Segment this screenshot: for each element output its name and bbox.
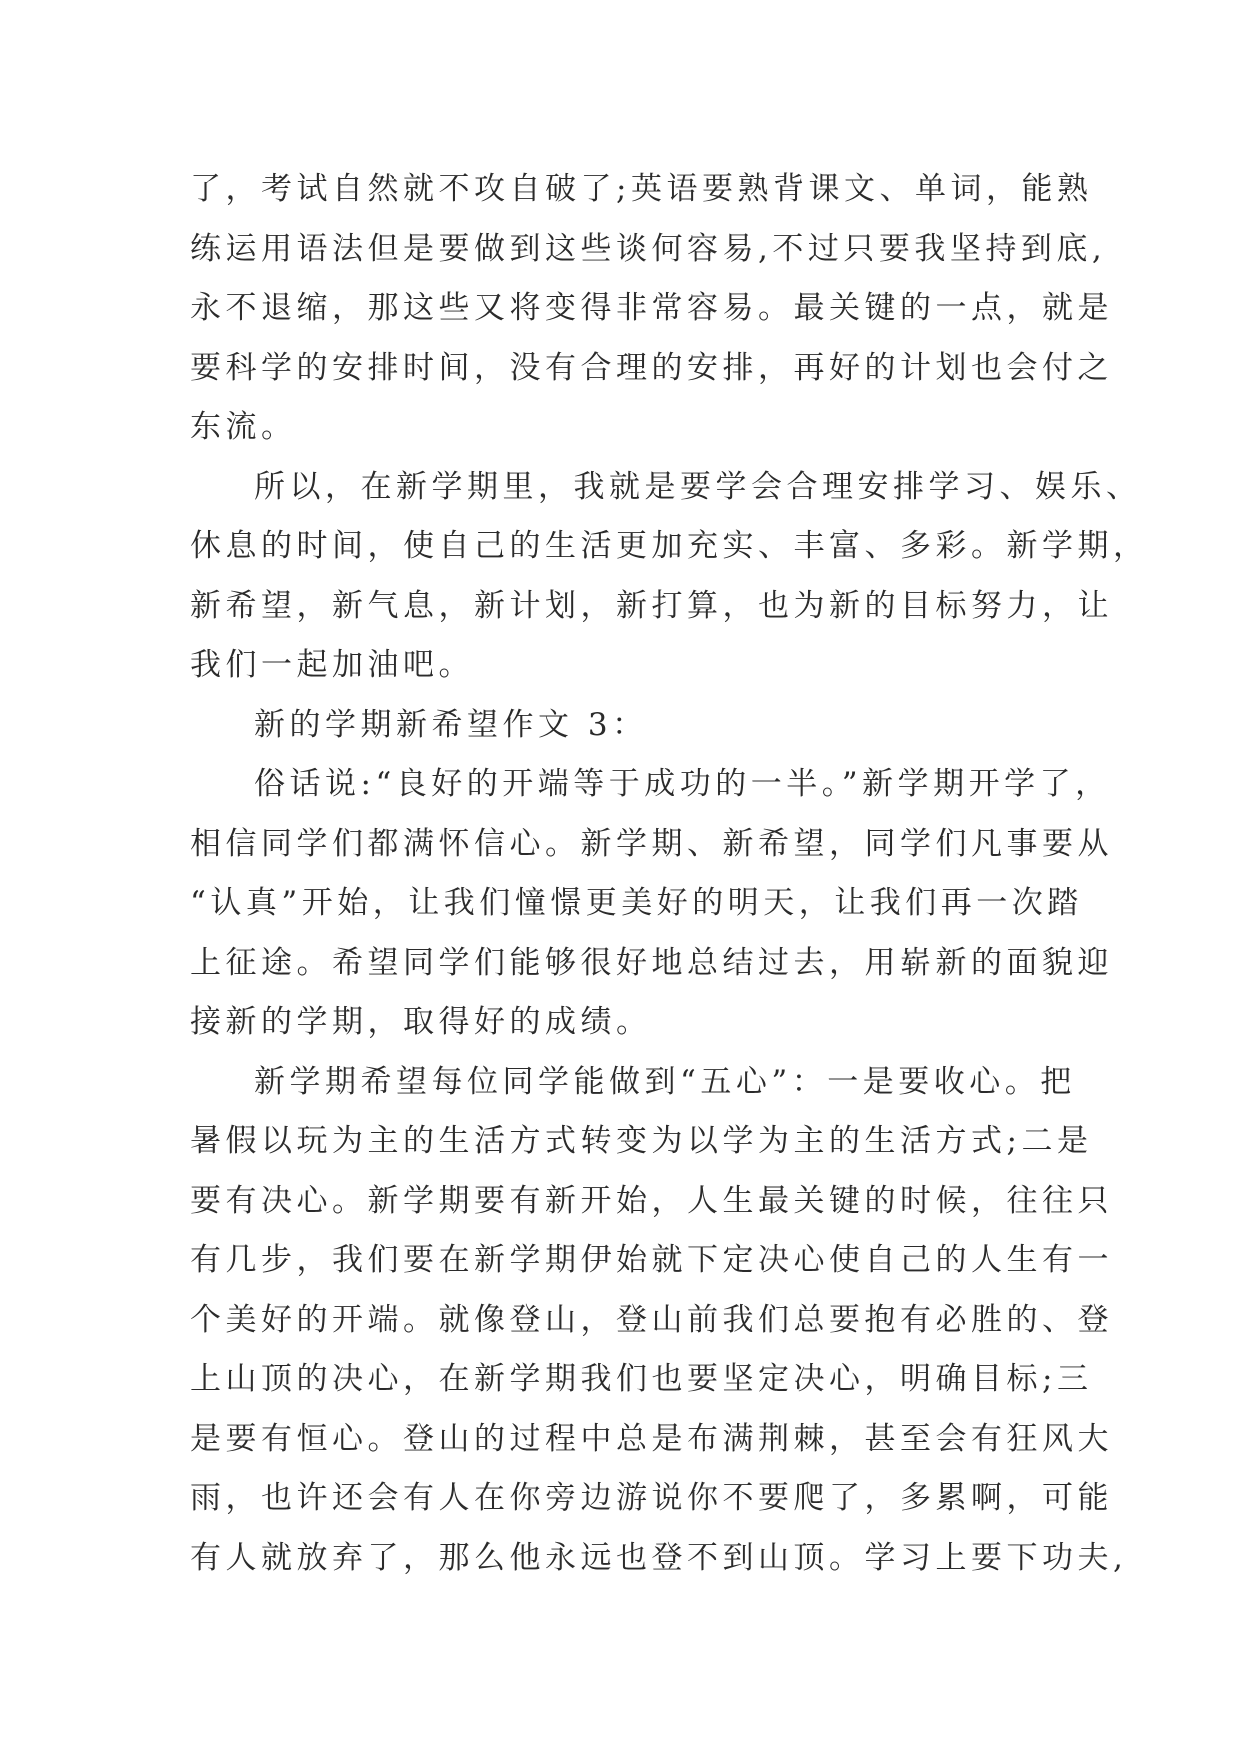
text-line: 暑假以玩为主的生活方式转变为以学为主的生活方式;二是 xyxy=(190,1123,1093,1159)
text-line: 接新的学期，取得好的成绩。 xyxy=(190,1004,652,1040)
text-line: 永不退缩，那这些又将变得非常容易。最关键的一点，就是 xyxy=(190,290,1113,326)
text-line: 是要有恒心。登山的过程中总是布满荆棘，甚至会有狂风大 xyxy=(190,1420,1113,1457)
text-line: 个美好的开端。就像登山，登山前我们总要抱有必胜的、登 xyxy=(190,1301,1113,1338)
text-line: 新的学期新希望作文 3： xyxy=(254,706,648,743)
text-line: 要科学的安排时间，没有合理的安排，再好的计划也会付之 xyxy=(190,349,1113,386)
text-line: 上征途。希望同学们能够很好地总结过去，用崭新的面貌迎 xyxy=(190,944,1113,981)
text-line: 相信同学们都满怀信心。新学期、新希望，同学们凡事要从 xyxy=(190,825,1113,862)
text-line: 我们一起加油吧。 xyxy=(190,647,474,683)
text-line: 有人就放弃了，那么他永远也登不到山顶。学习上要下功夫, xyxy=(190,1539,1128,1576)
text-line: 上山顶的决心，在新学期我们也要坚定决心，明确目标;三 xyxy=(190,1361,1093,1397)
text-line: “认真”开始，让我们憧憬更美好的明天，让我们再一次踏 xyxy=(190,885,1083,921)
text-line: 俗话说:“良好的开端等于成功的一半。”新学期开学了， xyxy=(254,766,1111,802)
text-line: 了，考试自然就不攻自破了;英语要熟背课文、单词，能熟 xyxy=(190,171,1093,207)
body-text xyxy=(190,160,1149,1588)
text-line: 新学期希望每位同学能做到“五心”：一是要收心。把 xyxy=(254,1063,1076,1100)
text-line: 休息的时间，使自己的生活更加充实、丰富、多彩。新学期， xyxy=(190,528,1149,564)
text-line: 东流。 xyxy=(190,409,297,445)
text-line: 所以，在新学期里，我就是要学会合理安排学习、娱乐、 xyxy=(254,468,1142,505)
text-line: 要有决心。新学期要有新开始，人生最关键的时候，往往只 xyxy=(190,1182,1113,1219)
text-line: 练运用语法但是要做到这些谈何容易,不过只要我坚持到底, xyxy=(190,230,1107,267)
text-line: 有几步，我们要在新学期伊始就下定决心使自己的人生有一 xyxy=(190,1242,1113,1278)
text-line: 雨，也许还会有人在你旁边游说你不要爬了，多累啊，可能 xyxy=(190,1480,1113,1516)
text-line: 新希望，新气息，新计划，新打算，也为新的目标努力，让 xyxy=(190,587,1113,624)
